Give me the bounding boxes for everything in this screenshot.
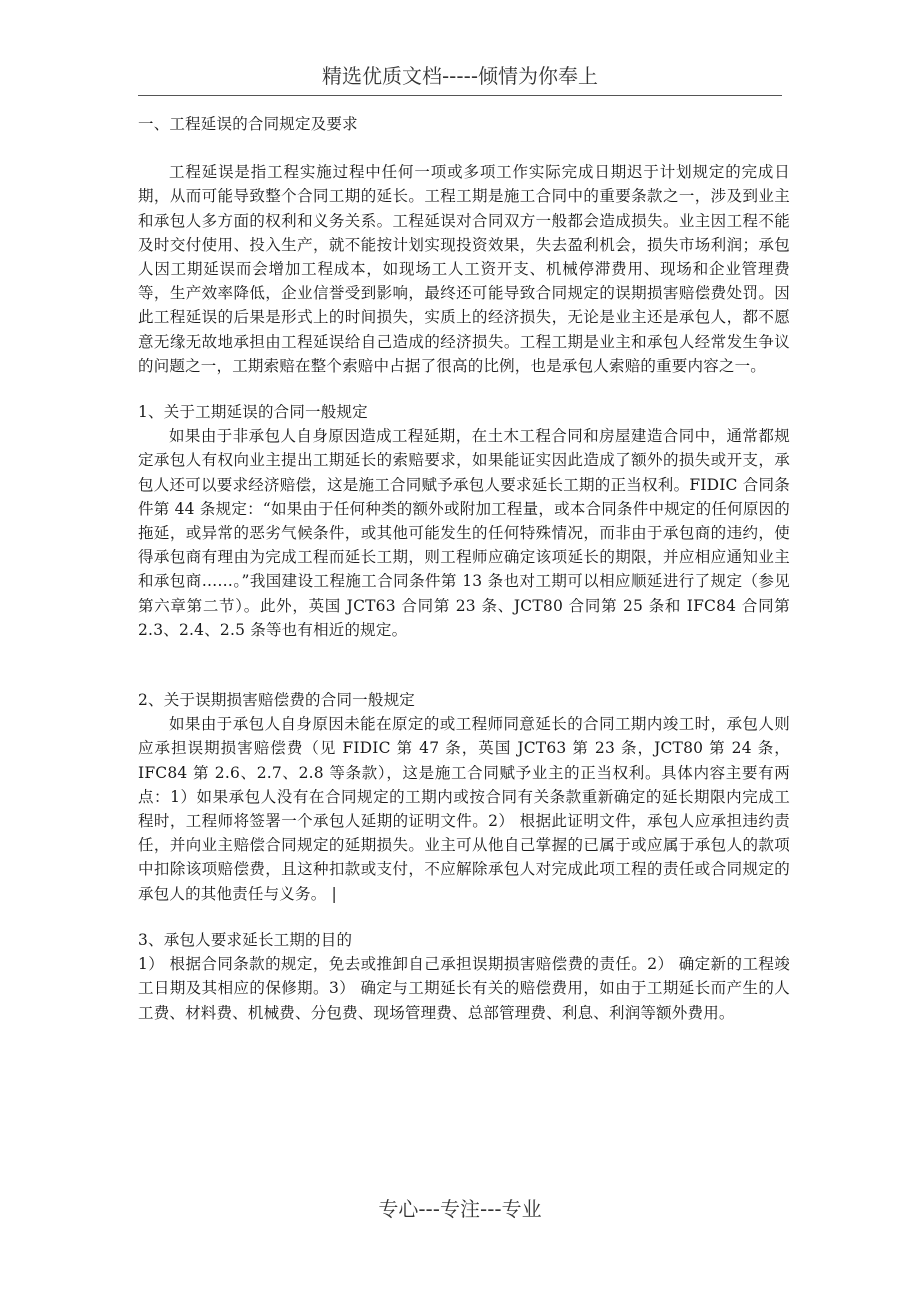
spacer: [138, 906, 790, 928]
section-body-2: 如果由于非承包人自身原因造成工程延期，在土木工程合同和房屋建造合同中，通常都规定承包人有权向业主提出工期延长的索赔要求，如果能证实因此造成了额外的损失或开支，承包人还可以要求经济赔偿，这是施工合同赋予承包人要求延长工期的正当权利。FIDIC 合同条件第 44 条规定：“如果由于任何种类的额外或附加工程量，或本合同条件中规定的任何原因的拖延，或异常的恶劣气候条件，或其他可能发生的任何特殊情况，而非由于承包商的违约，使得承包商有理由为完成工程而延长工期，则工程师应确定该项延长的期限，并应相应通知业主和承包商……。”我国建设工程施工合同条件第 13 条也对工期可以相应顺延进行了规定（参见第六章第二节）。此外，英国 JCT63 合同第 23 条、JCT80 合同第 25 条和 IFC84 合同第 2.3、2.4、2.5 条等也有相近的规定。: [138, 427, 790, 639]
spacer: [138, 378, 790, 400]
section-body-4: 1） 根据合同条款的规定，免去或推卸自己承担误期损害赔偿费的责任。2） 确定新的工程竣工日期及其相应的保修期。3） 确定与工期延长有关的赔偿费用，如由于工期延长而产生的人工费、材料费、机械费、分包费、现场管理费、总部管理费、利息、利润等额外费用。: [138, 955, 790, 1022]
page-footer: 专心---专注---专业: [378, 1197, 542, 1221]
header-divider: [138, 95, 782, 96]
spacer: [138, 136, 790, 160]
section-heading-1: 一、工程延误的合同规定及要求: [138, 115, 358, 133]
spacer: [138, 642, 790, 688]
section-heading-2: 1、关于工期延误的合同一般规定: [138, 403, 368, 422]
section-heading-3: 2、关于误期损害赔偿费的合同一般规定: [138, 691, 415, 710]
page-header: 精选优质文档-----倾情为你奉上: [321, 64, 599, 88]
section-body-3: 如果由于承包人自身原因未能在原定的或工程师同意延长的合同工期内竣工时，承包人则应承担误期损害赔偿费（见 FIDIC 第 47 条，英国 JCT63 第 23 条，JCT80 第 24 条，IFC84 第 2.6、2.7、2.8 等条款），这是施工合同赋予业主的正当权利。具体内容主要有两点：1）如果承包人没有在合同规定的工期内或按合同有关条款重新确定的延长期限内完成工程时，工程师将签署一个承包人延期的证明文件。2） 根据此证明文件，承包人应承担违约责任，并向业主赔偿合同规定的延期损失。业主可从他自己掌握的已属于或应属于承包人的款项中扣除该项赔偿费，且这种扣款或支付，不应解除承包人对完成此项工程的责任或合同规定的承包人的其他责任与义务。 |: [138, 715, 790, 903]
document-body: [138, 112, 790, 1025]
section-body-1: 工程延误是指工程实施过程中任何一项或多项工作实际完成日期迟于计划规定的完成日期，从而可能导致整个合同工期的延长。工程工期是施工合同中的重要条款之一，涉及到业主和承包人多方面的权利和义务关系。工程延误对合同双方一般都会造成损失。业主因工程不能及时交付使用、投入生产，就不能按计划实现投资效果，失去盈利机会，损失市场利润；承包人因工期延误而会增加工程成本，如现场工人工资开支、机械停滞费用、现场和企业管理费等，生产效率降低，企业信誉受到影响，最终还可能导致合同规定的误期损害赔偿费处罚。因此工程延误的后果是形式上的时间损失，实质上的经济损失，无论是业主还是承包人，都不愿意无缘无故地承担由工程延误给自己造成的经济损失。工程工期是业主和承包人经常发生争议的问题之一，工期索赔在整个索赔中占据了很高的比例，也是承包人索赔的重要内容之一。: [138, 163, 790, 375]
section-heading-4: 3、承包人要求延长工期的目的: [138, 930, 353, 949]
